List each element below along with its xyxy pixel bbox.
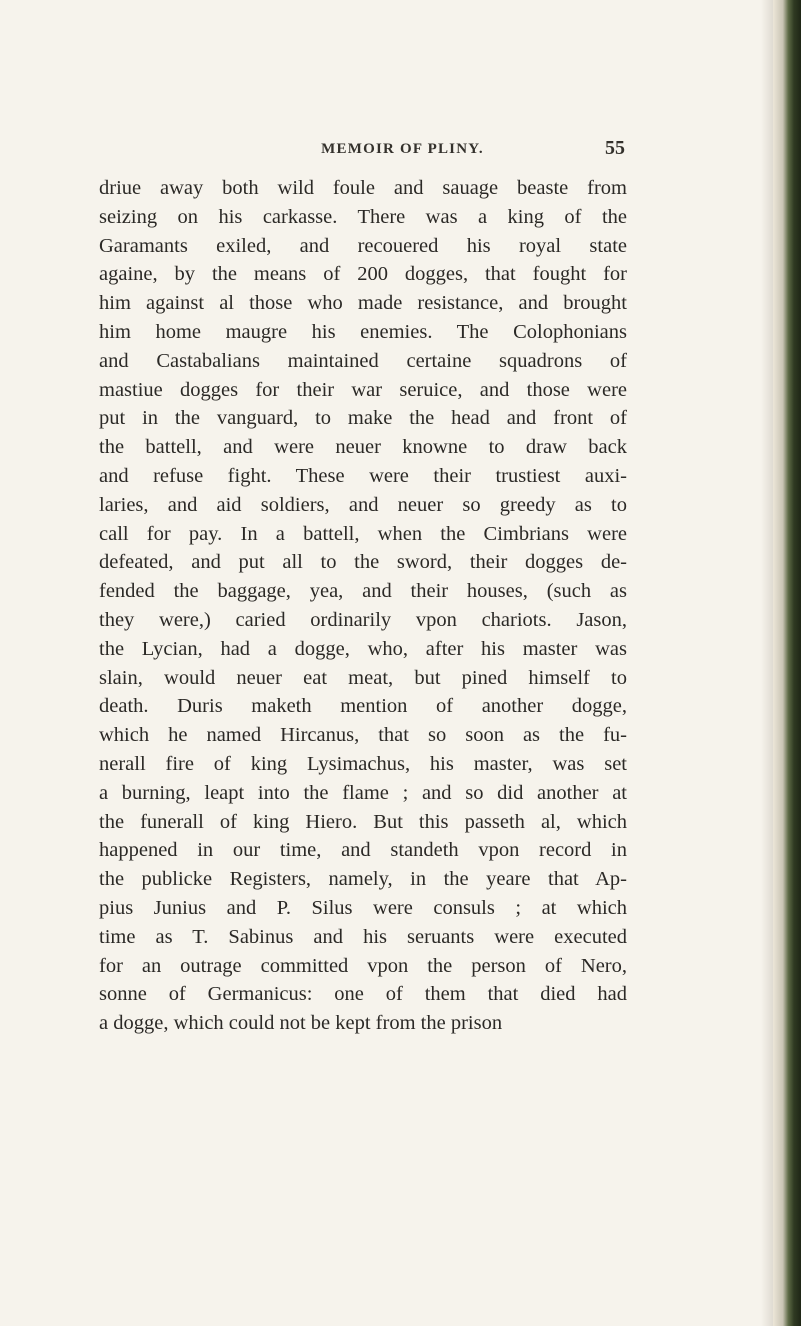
- text-line: a burning, leapt into the flame ; and so did another at: [99, 781, 627, 804]
- text-line: they were,) caried ordinarily vpon chariots. Jason,: [99, 608, 627, 631]
- page-header: [180, 137, 625, 165]
- text-line: the publicke Registers, namely, in the yeare that Ap-: [99, 868, 627, 891]
- text-line: pius Junius and P. Silus were consuls ; at which: [99, 896, 627, 919]
- text-line: the funerall of king Hiero. But this passeth al, which: [99, 810, 627, 833]
- text-line: againe, by the means of 200 dogges, that fought for: [99, 263, 627, 286]
- text-line: driue away both wild foule and sauage beaste from: [99, 177, 627, 199]
- text-line: fended the baggage, yea, and their houses, (such as: [99, 580, 627, 603]
- text-line: a dogge, which could not be kept from the prison: [99, 1012, 503, 1035]
- book-binding-edge: [773, 0, 801, 1326]
- gutter-shadow: [761, 0, 773, 1326]
- text-line: death. Duris maketh mention of another dogge,: [99, 695, 627, 718]
- text-line: defeated, and put all to the sword, their dogges de-: [99, 551, 627, 574]
- body-text: [99, 174, 627, 1038]
- text-line: slain, would neuer eat meat, but pined himself to: [99, 666, 627, 689]
- text-line: him against al those who made resistance, and brought: [99, 292, 627, 315]
- text-line: call for pay. In a battell, when the Cimbrians were: [99, 522, 627, 545]
- text-line: Garamants exiled, and recouered his royal state: [99, 234, 627, 257]
- text-line: him home maugre his enemies. The Colophonians: [99, 320, 627, 343]
- text-line: nerall fire of king Lysimachus, his master, was set: [99, 752, 627, 775]
- text-line: the battell, and were neuer knowne to draw back: [99, 436, 627, 459]
- text-line: laries, and aid soldiers, and neuer so greedy as to: [99, 493, 627, 516]
- text-line: and refuse fight. These were their trustiest auxi-: [99, 464, 627, 487]
- text-line: seizing on his carkasse. There was a king of the: [99, 205, 627, 228]
- running-title: MEMOIR OF PLINY.: [321, 141, 484, 157]
- text-line: sonne of Germanicus: one of them that died had: [99, 983, 627, 1006]
- text-line: happened in our time, and standeth vpon record in: [99, 839, 627, 862]
- text-line: put in the vanguard, to make the head and front of: [99, 407, 627, 430]
- text-line: the Lycian, had a dogge, who, after his master was: [99, 637, 627, 660]
- page-number: 55: [605, 137, 625, 159]
- text-line: and Castabalians maintained certaine squadrons of: [99, 349, 627, 372]
- text-line: which he named Hircanus, that so soon as the fu-: [99, 724, 627, 747]
- text-line: time as T. Sabinus and his seruants were executed: [99, 925, 627, 948]
- text-line: for an outrage committed vpon the person of Nero,: [99, 954, 627, 977]
- text-line: mastiue dogges for their war seruice, and those were: [99, 378, 627, 401]
